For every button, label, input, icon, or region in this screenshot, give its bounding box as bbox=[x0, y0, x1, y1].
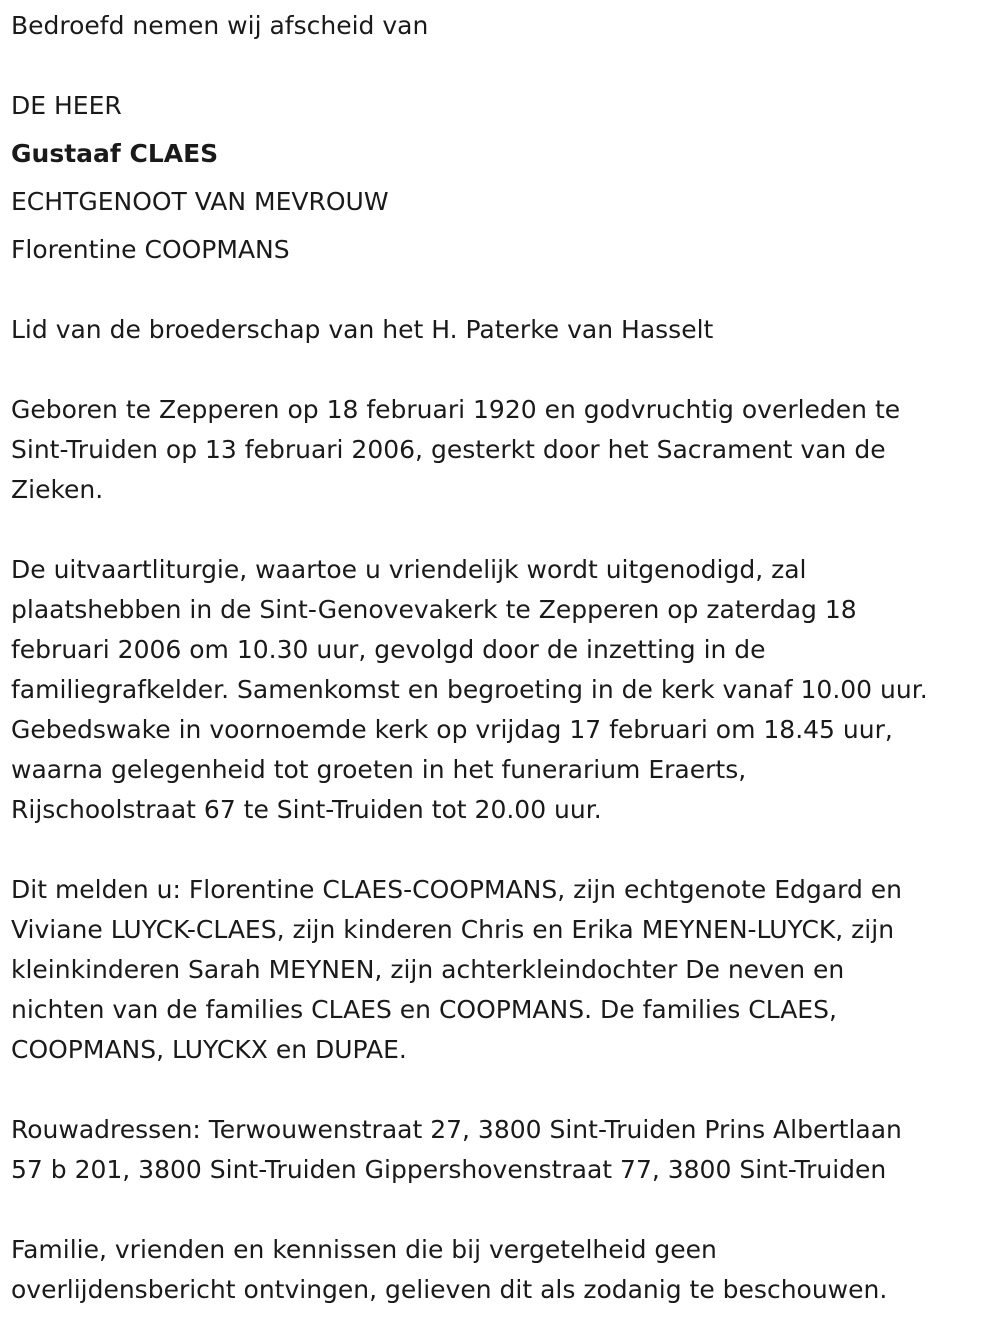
membership-text: Lid van de broederschap van het H. Paterke van Hasselt bbox=[11, 315, 714, 344]
addresses-paragraph bbox=[11, 1110, 902, 1190]
paragraph-line: Geboren te Zepperen op 18 februari 1920 en godvruchtig overleden te bbox=[11, 395, 901, 424]
paragraph-line: overlijdensbericht ontvingen, gelieven dit als zodanig te beschouwen. bbox=[11, 1275, 888, 1304]
paragraph-line: Gebedswake in voornoemde kerk op vrijdag 17 februari om 18.45 uur, bbox=[11, 715, 893, 744]
paragraph-line: 57 b 201, 3800 Sint-Truiden Gippershovenstraat 77, 3800 Sint-Truiden bbox=[11, 1155, 887, 1184]
paragraph-line: Familie, vrienden en kennissen die bij vergetelheid geen bbox=[11, 1235, 717, 1264]
announced-by-paragraph bbox=[11, 870, 902, 1070]
honorific-title: DE HEER bbox=[11, 91, 122, 120]
paragraph-line: Dit melden u: Florentine CLAES-COOPMANS, zijn echtgenote Edgard en bbox=[11, 875, 902, 904]
funeral-paragraph bbox=[11, 550, 928, 830]
paragraph-line: Viviane LUYCK-CLAES, zijn kinderen Chris en Erika MEYNEN-LUYCK, zijn bbox=[11, 915, 895, 944]
paragraph-line: Zieken. bbox=[11, 475, 104, 504]
paragraph-line: februari 2006 om 10.30 uur, gevolgd door de inzetting in de bbox=[11, 635, 766, 664]
closing-paragraph bbox=[11, 1230, 887, 1310]
paragraph-line: De uitvaartliturgie, waartoe u vriendelijk wordt uitgenodigd, zal bbox=[11, 555, 807, 584]
intro-text: Bedroefd nemen wij afscheid van bbox=[11, 11, 429, 40]
spouse-name: Florentine COOPMANS bbox=[11, 235, 290, 264]
paragraph-line: kleinkinderen Sarah MEYNEN, zijn achterkleindochter De neven en bbox=[11, 955, 845, 984]
paragraph-line: waarna gelegenheid tot groeten in het funerarium Eraerts, bbox=[11, 755, 747, 784]
paragraph-line: Rijschoolstraat 67 te Sint-Truiden tot 20.00 uur. bbox=[11, 795, 602, 824]
paragraph-line: familiegrafkelder. Samenkomst en begroeting in de kerk vanaf 10.00 uur. bbox=[11, 675, 928, 704]
spouse-label: ECHTGENOOT VAN MEVROUW bbox=[11, 187, 389, 216]
paragraph-line: Sint-Truiden op 13 februari 2006, gesterkt door het Sacrament van de bbox=[11, 435, 886, 464]
deceased-name: Gustaaf CLAES bbox=[11, 139, 219, 168]
paragraph-line: plaatshebben in de Sint-Genovevakerk te Zepperen op zaterdag 18 bbox=[11, 595, 857, 624]
birth-death-paragraph bbox=[11, 390, 900, 510]
paragraph-line: Rouwadressen: Terwouwenstraat 27, 3800 Sint-Truiden Prins Albertlaan bbox=[11, 1115, 902, 1144]
paragraph-line: COOPMANS, LUYCKX en DUPAE. bbox=[11, 1035, 407, 1064]
paragraph-line: nichten van de families CLAES en COOPMANS. De families CLAES, bbox=[11, 995, 837, 1024]
